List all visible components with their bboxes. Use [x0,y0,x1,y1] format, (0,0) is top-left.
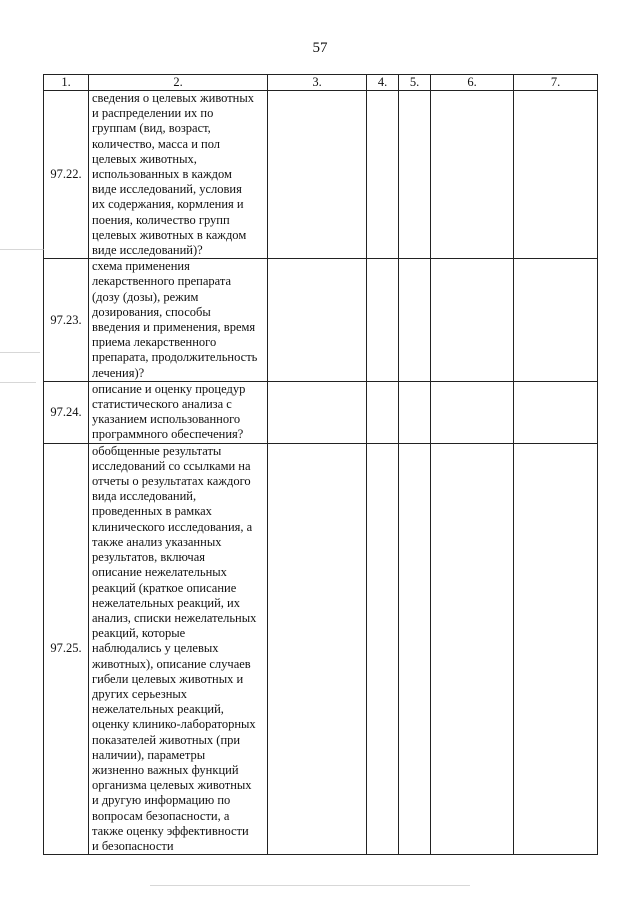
table-row [44,381,598,443]
scan-artifact [150,885,470,886]
text-line: вопросам безопасности, а [92,808,230,823]
text-line: нежелательных реакций, их [92,595,240,610]
table-row [44,91,598,259]
table-row [44,443,598,854]
cell-col-3[interactable] [268,381,367,443]
text-line: реакций, которые [92,626,186,641]
cell-col-6[interactable] [431,443,514,854]
text-line: наблюдались у целевых [92,641,219,656]
scan-artifact [0,382,36,383]
text-line: результатов, включая [92,550,205,565]
text-line: других серьезных [92,686,188,701]
col-header-2: 2. [89,75,268,91]
text-line: препарата, продолжительность [92,350,258,365]
row-description [89,91,268,259]
text-line: лечения)? [92,365,145,380]
cell-col-3[interactable] [268,91,367,259]
cell-col-5[interactable] [399,443,431,854]
text-line: отчеты о результатах каждого [92,474,251,489]
text-line: дозирования, способы [92,304,211,319]
text-line: виде исследований, условия [92,182,242,197]
text-line: реакций (краткое описание [92,580,237,595]
checklist-table [43,74,598,855]
cell-col-4[interactable] [367,381,399,443]
cell-col-5[interactable] [399,91,431,259]
text-line: также анализ указанных [92,534,222,549]
text-line: вида исследований, [92,489,197,504]
text-line: виде исследований)? [92,243,203,258]
text-line: и распределении их по [92,106,214,121]
text-line: указанием использованного [92,412,241,427]
cell-col-6[interactable] [431,259,514,382]
page-number: 57 [312,40,328,56]
text-line: сведения о целевых животных [92,91,255,105]
cell-col-3[interactable] [268,443,367,854]
text-line: оценку клинико-лабораторных [92,717,256,732]
cell-col-7[interactable] [514,91,598,259]
text-line: нежелательных реакций, [92,702,224,717]
row-number: 97.22. [44,91,89,259]
col-header-1: 1. [44,75,89,91]
text-line: исследований со ссылками на [92,458,251,473]
col-header-5: 5. [399,75,431,91]
text-line: схема применения [92,259,190,274]
header-row [44,75,598,91]
text-line: целевых животных, [92,151,197,166]
text-line: их содержания, кормления и [92,197,244,212]
col-header-4: 4. [367,75,399,91]
scan-artifact [0,352,40,353]
text-line: статистического анализа с [92,397,232,412]
col-header-6: 6. [431,75,514,91]
cell-col-6[interactable] [431,91,514,259]
text-line: введения и применения, время [92,320,256,335]
text-line: и другую информацию по [92,793,231,808]
cell-col-7[interactable] [514,381,598,443]
text-line: целевых животных в каждом [92,227,247,242]
row-number: 97.23. [44,259,89,382]
table-row [44,259,598,382]
text-line: приема лекарственного [92,335,217,350]
text-line: обобщенные результаты [92,443,222,458]
text-line: группам (вид, возраст, [92,121,211,136]
text-line: гибели целевых животных и [92,671,244,686]
text-line: организма целевых животных [92,778,252,793]
text-line: клинического исследования, а [92,519,253,534]
text-line: лекарственного препарата [92,274,232,289]
text-line: количество, масса и пол [92,136,221,151]
cell-col-5[interactable] [399,259,431,382]
text-line: программного обеспечения? [92,427,244,442]
row-number: 97.24. [44,381,89,443]
text-line: также оценку эффективности [92,823,249,838]
row-number: 97.25. [44,443,89,854]
scan-artifact [0,249,44,250]
text-line: показателей животных (при [92,732,241,747]
col-header-3: 3. [268,75,367,91]
col-header-7: 7. [514,75,598,91]
cell-col-5[interactable] [399,381,431,443]
text-line: (дозу (дозы), режим [92,289,199,304]
text-line: и безопасности [92,838,174,853]
text-line: жизненно важных функций [92,762,239,777]
text-line: животных), описание случаев [92,656,251,671]
cell-col-7[interactable] [514,443,598,854]
text-line: поения, количество групп [92,212,230,227]
cell-col-3[interactable] [268,259,367,382]
cell-col-4[interactable] [367,259,399,382]
cell-col-4[interactable] [367,91,399,259]
row-description [89,443,268,854]
text-line: использованных в каждом [92,167,232,182]
text-line: проведенных в рамках [92,504,212,519]
cell-col-7[interactable] [514,259,598,382]
cell-col-4[interactable] [367,443,399,854]
row-description [89,381,268,443]
text-line: анализ, списки нежелательных [92,610,257,625]
text-line: наличии), параметры [92,747,206,762]
text-line: описание нежелательных [92,565,227,580]
text-line: описание и оценку процедур [92,381,246,396]
cell-col-6[interactable] [431,381,514,443]
row-description [89,259,268,382]
